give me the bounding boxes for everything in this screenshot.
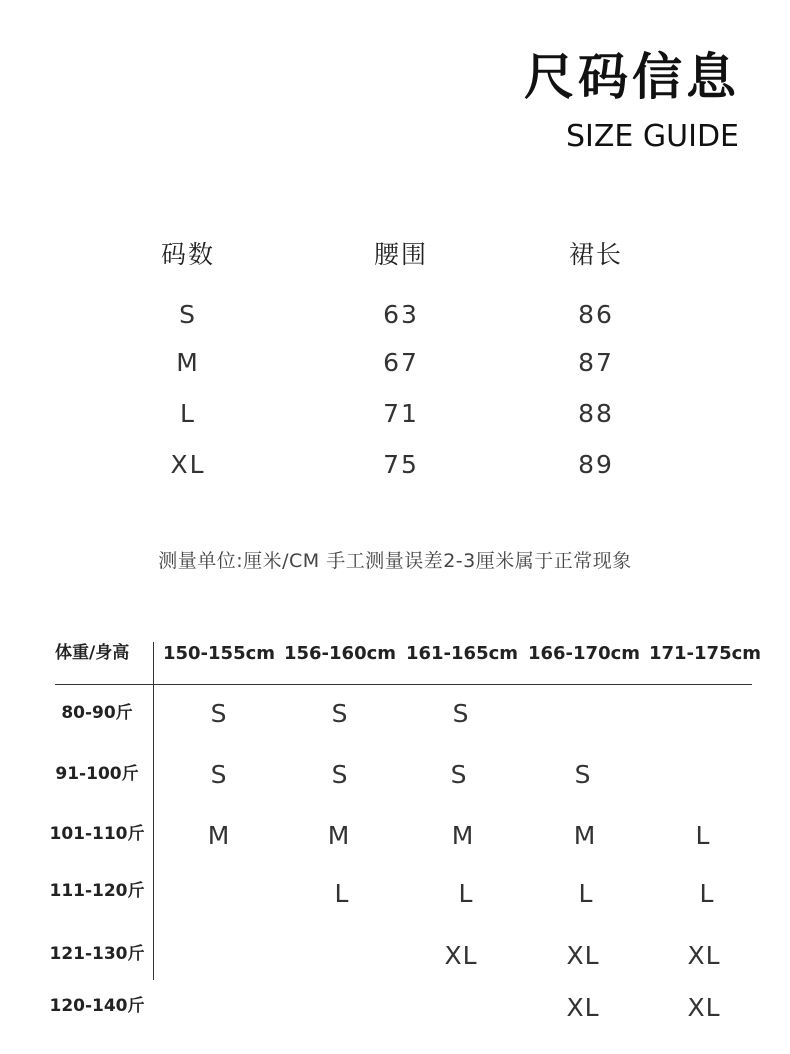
fit-cell: XL [566,993,600,1022]
fit-weight-row-5: 121-130斤 [49,944,145,964]
fit-weight-row-3: 101-110斤 [49,824,145,844]
fit-cell: M [207,821,231,850]
fit-height-col-3: 161-165cm [405,643,519,664]
fit-height-col-5: 171-175cm [648,643,762,664]
size-row-xl-code: XL [170,450,206,479]
fit-weight-row-4: 111-120斤 [49,881,145,901]
fit-cell: S [331,699,349,728]
fit-cell: L [334,879,350,908]
size-row-s-length: 86 [578,300,614,329]
size-row-m-length: 87 [578,348,614,377]
fit-cell: L [699,879,715,908]
fit-cell: M [327,821,351,850]
measurement-note: 测量单位:厘米/CM 手工测量误差2-3厘米属于正常现象 [158,550,632,572]
fit-table-horizontal-divider [55,684,752,685]
fit-cell: S [574,760,592,789]
size-row-l-code: L [180,399,196,428]
fit-cell: XL [687,941,721,970]
fit-cell: L [695,821,711,850]
fit-cell: S [210,699,228,728]
size-row-xl-length: 89 [578,450,614,479]
page-title-en: SIZE GUIDE [565,119,739,154]
size-row-s-waist: 63 [383,300,419,329]
fit-cell: M [451,821,475,850]
size-header-length: 裙长 [568,240,624,269]
size-row-xl-waist: 75 [383,450,419,479]
fit-cell: XL [566,941,600,970]
fit-cell: L [578,879,594,908]
fit-cell: M [573,821,597,850]
fit-weight-row-1: 80-90斤 [61,703,133,723]
fit-weight-row-6: 120-140斤 [49,996,145,1016]
fit-table-vertical-divider [153,642,154,980]
fit-table-corner-label: 体重/身高 [55,643,130,663]
fit-cell: S [210,760,228,789]
fit-height-col-2: 156-160cm [283,643,397,664]
fit-cell: XL [687,993,721,1022]
size-row-m-code: M [176,348,200,377]
fit-height-col-4: 166-170cm [527,643,641,664]
fit-cell: S [331,760,349,789]
size-row-l-length: 88 [578,399,614,428]
size-header-waist: 腰围 [373,240,429,269]
fit-height-col-1: 150-155cm [162,643,276,664]
fit-cell: S [450,760,468,789]
size-header-code: 码数 [160,240,216,269]
size-row-l-waist: 71 [383,399,419,428]
size-row-m-waist: 67 [383,348,419,377]
page-title-cn: 尺码信息 [524,48,740,106]
fit-cell: XL [444,941,478,970]
fit-weight-row-2: 91-100斤 [55,764,139,784]
fit-cell: S [452,699,470,728]
size-row-s-code: S [179,300,197,329]
fit-cell: L [458,879,474,908]
